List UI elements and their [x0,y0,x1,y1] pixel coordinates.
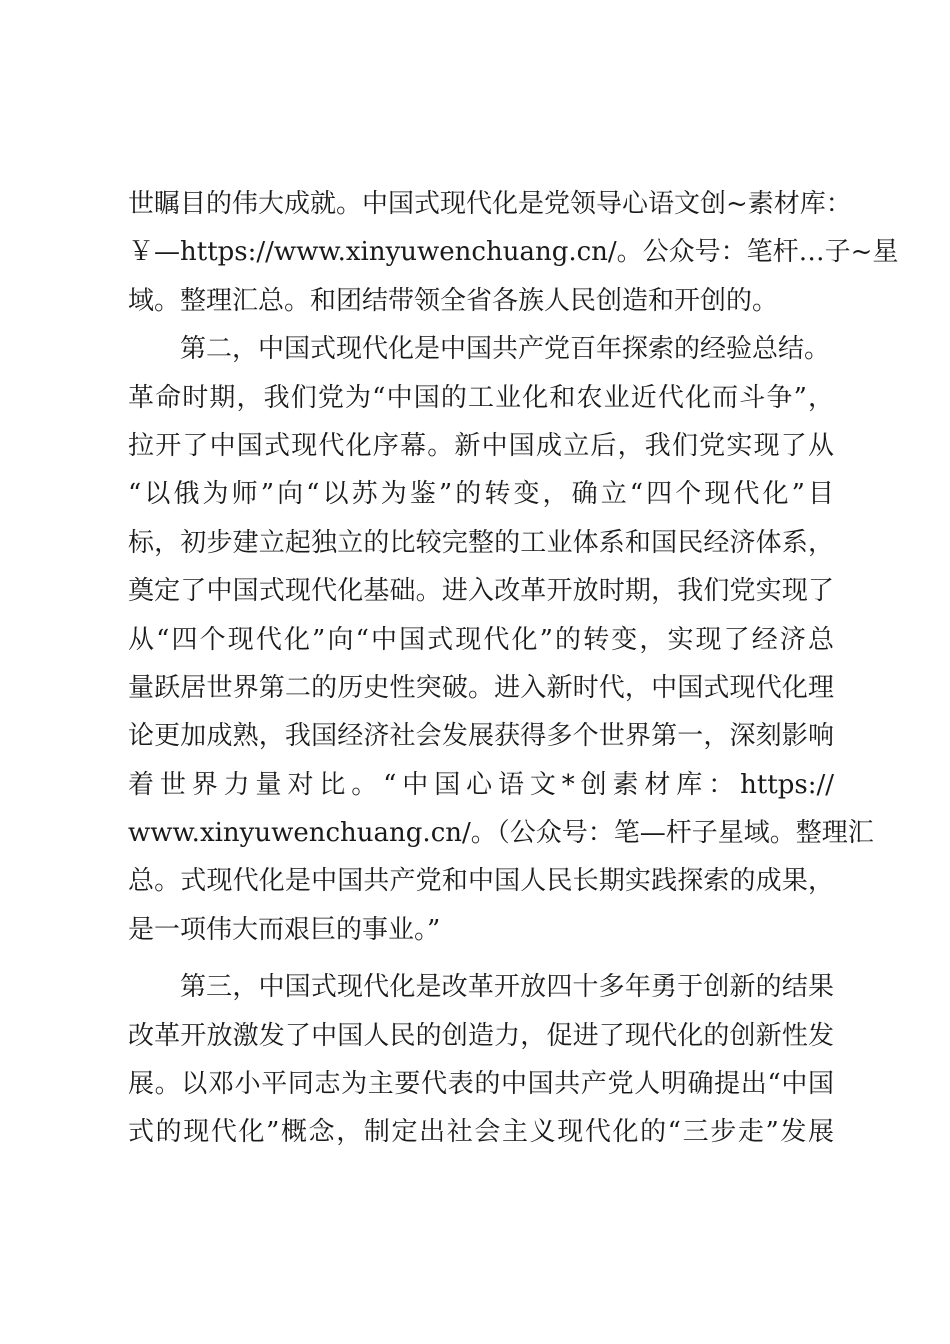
text-line: 展。以邓小平同志为主要代表的中国共产党人明确提出“中国 [128,1069,834,1100]
text-line: 第三，中国式现代化是改革开放四十多年勇于创新的结果 [180,972,834,1003]
document-body [128,180,899,1157]
text-line: 改革开放激发了中国人民的创造力，促进了现代化的创新性发 [128,1020,834,1051]
text-line: 域。整理汇总。和团结带领全省各族人民创造和开创的。 [128,285,779,316]
text-line: 量跃居世界第二的历史性突破。进入新时代，中国式现代化理 [128,672,834,703]
text-line: ￥—https://www.xinyuwenchuang.cn/。公众号：笔杆…子~星 [128,237,899,268]
paragraph-spacer [128,954,834,963]
text-line: 着世界力量对比。“中国心语文*创素材库：https:// [128,769,834,800]
text-line: 世瞩目的伟大成就。中国式现代化是党领导心语文创~素材库： [128,189,852,219]
text-line: 奠定了中国式现代化基础。进入改革开放时期，我们党实现了 [128,576,834,607]
paragraph-third [128,963,834,1157]
text-line: 革命时期，我们党为“中国的工业化和农业近代化而斗争”， [128,382,834,413]
text-line: 总。式现代化是中国共产党和中国人民长期实践探索的成果， [128,866,834,897]
paragraph-continued [128,180,899,325]
text-line: 标，初步建立起独立的比较完整的工业体系和国民经济体系， [128,527,834,558]
text-line: 论更加成熟，我国经济社会发展获得多个世界第一，深刻影响 [128,721,834,752]
text-line: www.xinyuwenchuang.cn/。（公众号：笔—杆子星域。整理汇 [128,818,874,849]
text-line: 拉开了中国式现代化序幕。新中国成立后，我们党实现了从 [128,430,834,461]
text-line: 式的现代化”概念，制定出社会主义现代化的“三步走”发展 [128,1117,834,1148]
text-line: “以俄为师”向“以苏为鉴”的转变，确立“四个现代化”目 [128,479,834,510]
text-line: 从“四个现代化”向“中国式现代化”的转变，实现了经济总 [128,624,834,655]
text-line: 是一项伟大而艰巨的事业。” [128,914,441,945]
paragraph-second [128,325,874,954]
text-line: 第二，中国式现代化是中国共产党百年探索的经验总结。 [180,334,831,365]
